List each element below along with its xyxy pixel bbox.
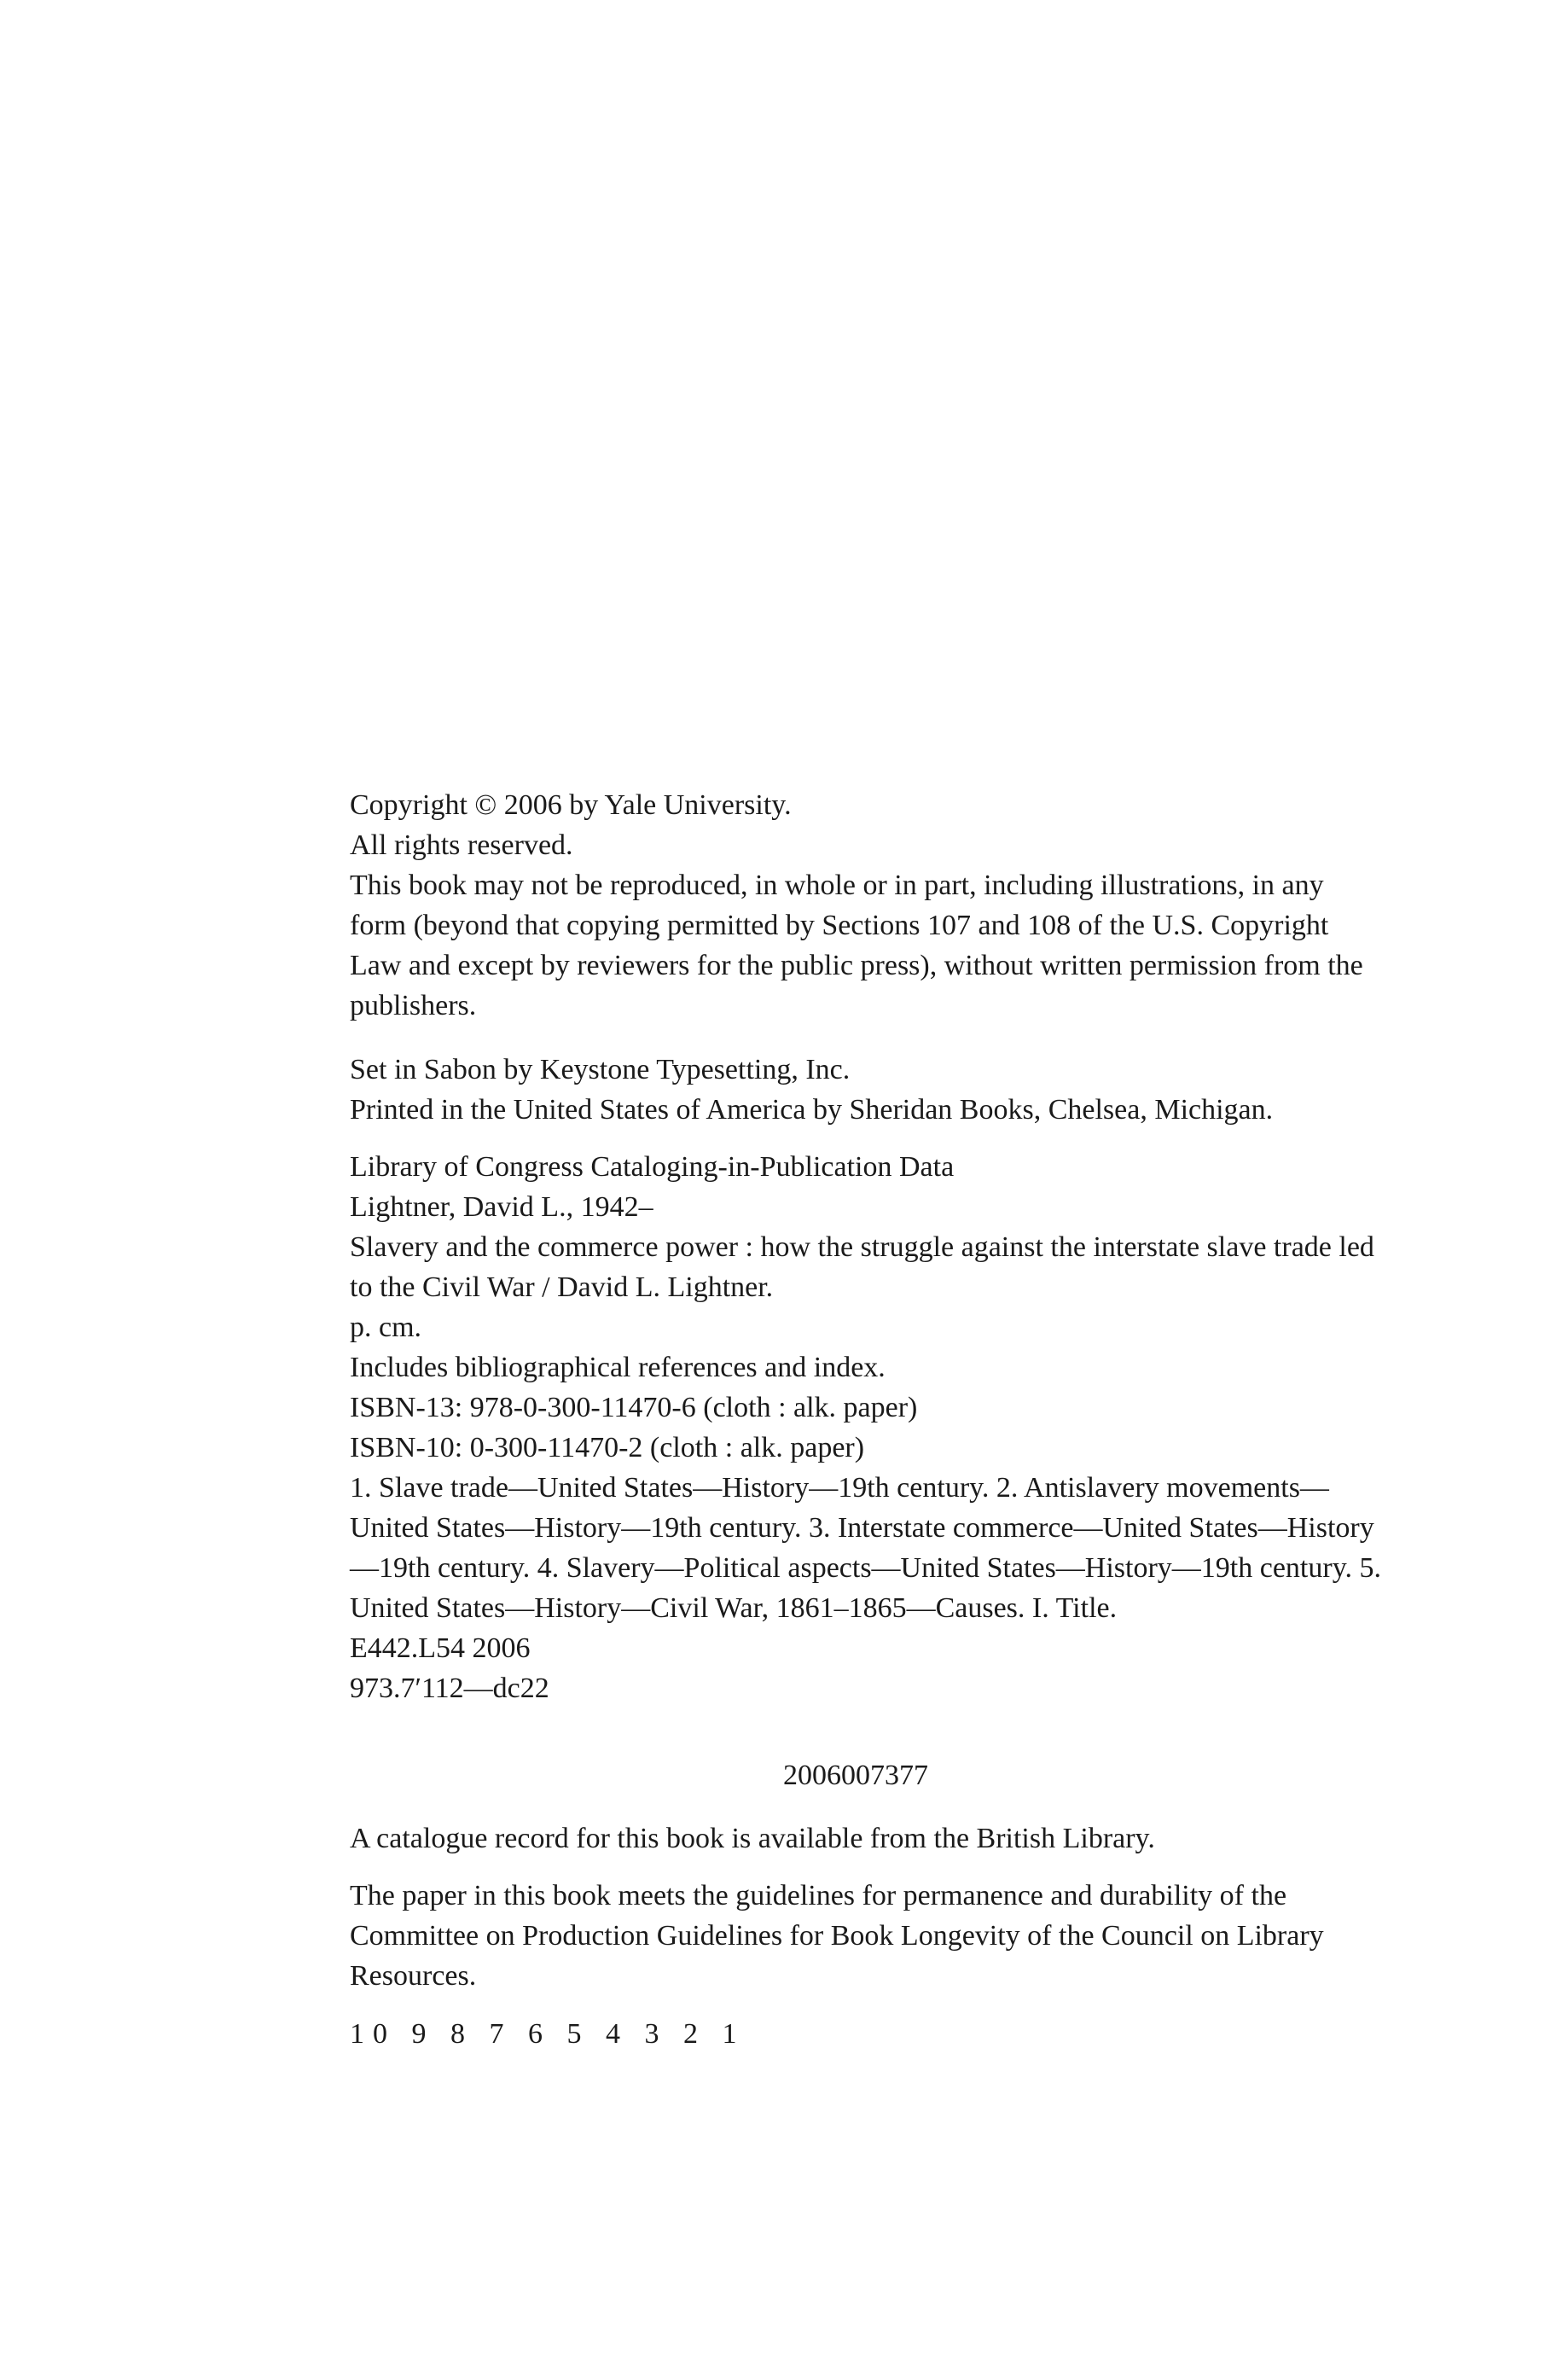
- production-section: [350, 1050, 1382, 1130]
- cip-data: [350, 1147, 1382, 1708]
- copyright-notice: Copyright © 2006 by Yale University.: [350, 789, 792, 821]
- cip-notes: Includes bibliographical references and index.: [350, 1352, 886, 1383]
- rights-reserved: All rights reserved.: [350, 829, 573, 861]
- paper-notice: [350, 1876, 1382, 1996]
- cip-isbn13: ISBN-13: 978-0-300-11470-6 (cloth : alk. paper): [350, 1392, 918, 1423]
- paper-notice-text: The paper in this book meets the guidelines for permanence and durability of the Committee on Production Guidelines for Book Longevity of the Council on Library Resources.: [350, 1880, 1324, 1992]
- printing-line-text: 10 9 8 7 6 5 4 3 2 1: [350, 2018, 746, 2050]
- cip-control-number: 2006007377: [783, 1760, 928, 1791]
- printing-line: [350, 2014, 1382, 2054]
- cip-author: Lightner, David L., 1942–: [350, 1191, 653, 1223]
- british-library-text: A catalogue record for this book is available from the British Library.: [350, 1823, 1155, 1854]
- printing-credit: Printed in the United States of America by Sheridan Books, Chelsea, Michigan.: [350, 1094, 1274, 1126]
- cip-lc-class: E442.L54 2006: [350, 1632, 531, 1664]
- typesetting-credit: Set in Sabon by Keystone Typesetting, Inc.: [350, 1054, 851, 1085]
- cip-subjects: 1. Slave trade—United States—History—19th century. 2. Antislavery movements—United States—History—19th century. 3. Interstate commerce—United States—History—19th century. 4. Slavery—Political aspects—United States—History—19th century. 5. United States—History—Civil War, 1861–1865—Causes. I. Title.: [350, 1472, 1381, 1624]
- british-library-notice: [350, 1818, 1382, 1859]
- cip-title: Slavery and the commerce power : how the struggle against the interstate slave trade led to the Civil War / David L. Lightner.: [350, 1231, 1374, 1303]
- cip-pages: p. cm.: [350, 1312, 422, 1343]
- copyright-section: [350, 785, 1382, 1026]
- reproduction-permission: This book may not be reproduced, in whole or in part, including illustrations, in any form (beyond that copying permitted by Sections 107 and 108 of the U.S. Copyright Law and except by reviewers for the public press), without written permission from the publishers.: [350, 870, 1363, 1021]
- cip-dewey: 973.7′112—dc22: [350, 1673, 549, 1704]
- cip-isbn10: ISBN-10: 0-300-11470-2 (cloth : alk. paper): [350, 1432, 865, 1463]
- cip-heading: Library of Congress Cataloging-in-Publication Data: [350, 1151, 955, 1183]
